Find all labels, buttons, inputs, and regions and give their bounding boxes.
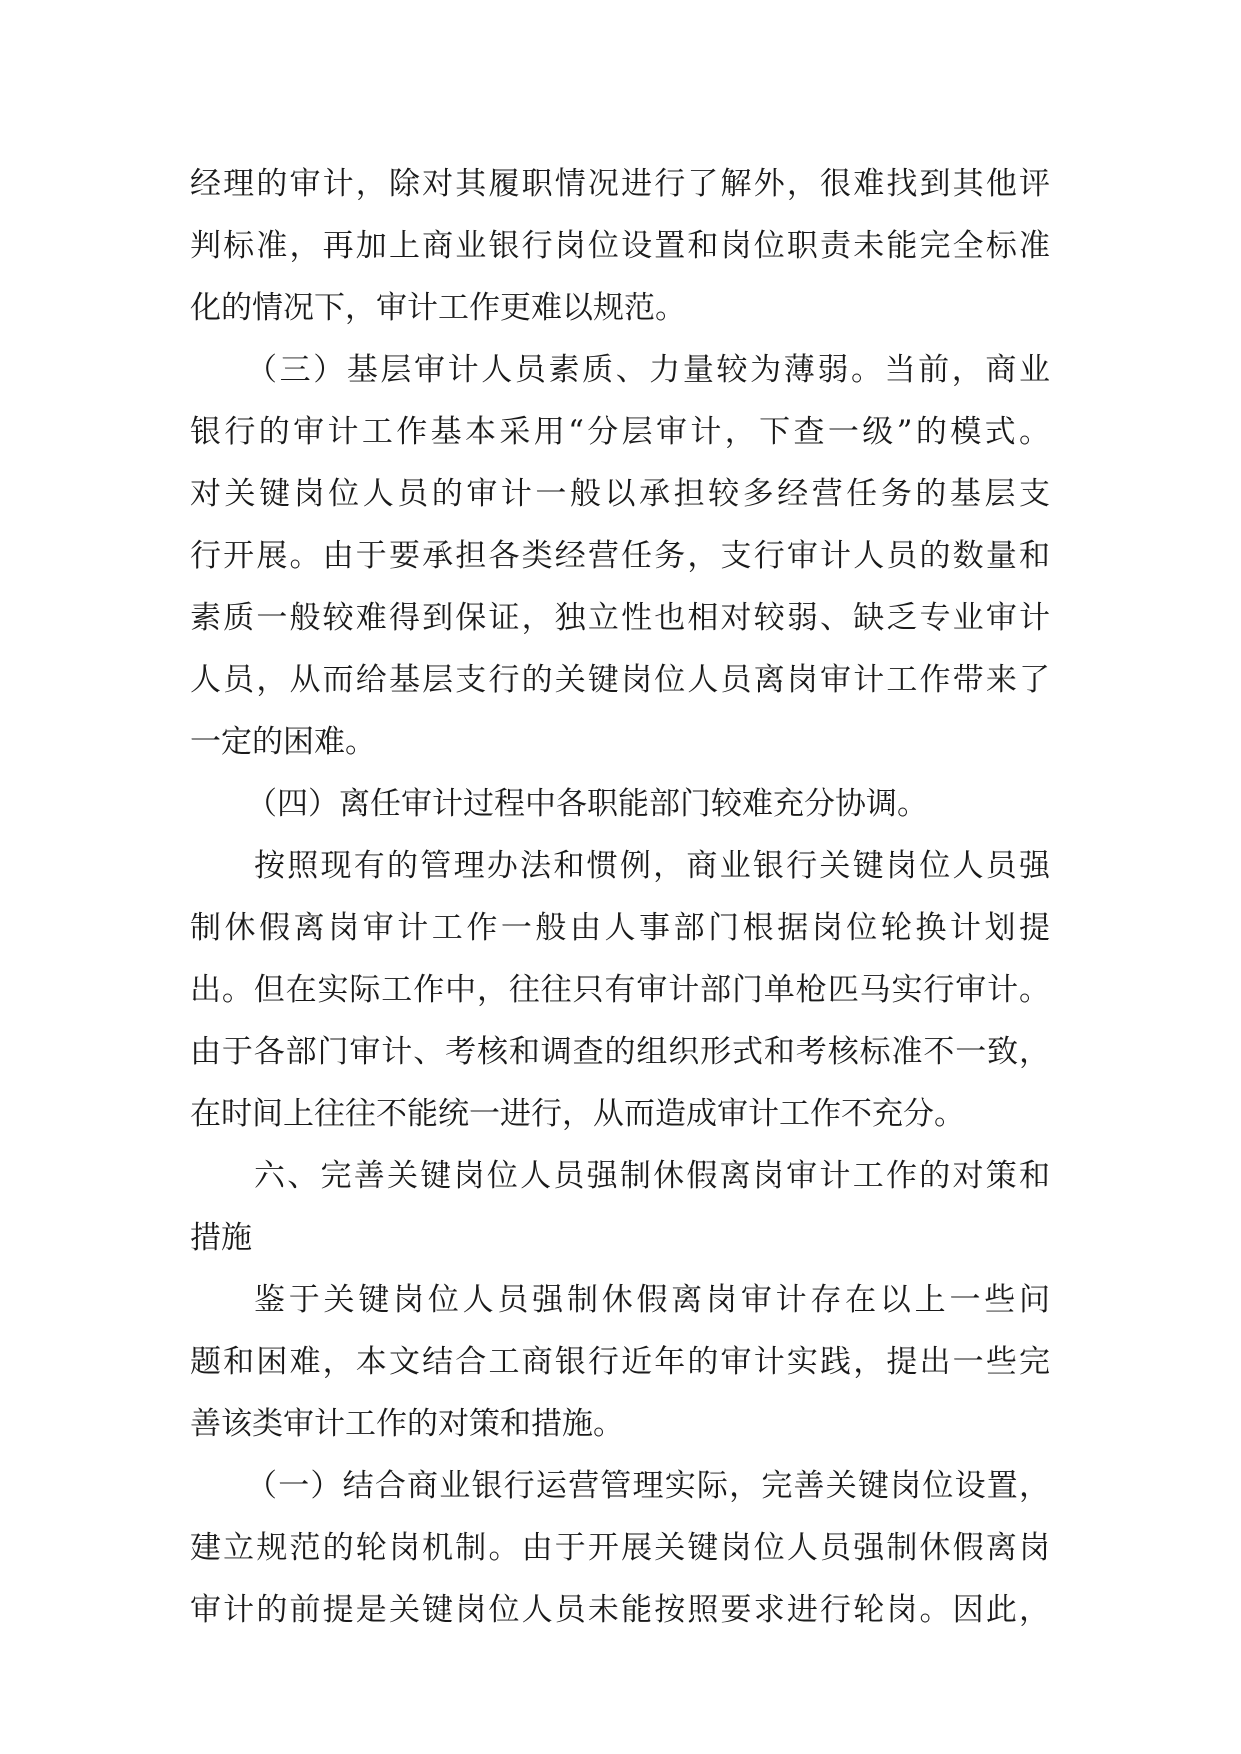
section-heading-line: 措施 [190,1220,252,1256]
text-line: 由于各部门审计、考核和调查的组织形式和考核标准不一致， [190,1034,1050,1070]
text-line: 制休假离岗审计工作一般由人事部门根据岗位轮换计划提 [190,910,1050,946]
text-line: 善该类审计工作的对策和措施。 [190,1406,624,1442]
text-line: 出。但在实际工作中，往往只有审计部门单枪匹马实行审计。 [190,972,1050,1008]
text-line: 鉴于关键岗位人员强制休假离岗审计存在以上一些问 [254,1282,1050,1318]
text-line: 按照现有的管理办法和惯例，商业银行关键岗位人员强 [254,848,1050,884]
text-line: 建立规范的轮岗机制。由于开展关键岗位人员强制休假离岗 [190,1530,1050,1566]
text-line: 判标准，再加上商业银行岗位设置和岗位职责未能完全标准 [190,228,1050,264]
text-line: 银行的审计工作基本采用“分层审计，下查一级”的模式。 [190,414,1050,450]
text-line: 一定的困难。 [190,724,376,760]
text-line: （三）基层审计人员素质、力量较为薄弱。当前，商业 [246,352,1050,388]
text-line: 对关键岗位人员的审计一般以承担较多经营任务的基层支 [190,476,1050,512]
text-line: 行开展。由于要承担各类经营任务，支行审计人员的数量和 [190,538,1050,574]
text-line: 经理的审计，除对其履职情况进行了解外，很难找到其他评 [190,166,1050,202]
text-line: 化的情况下，审计工作更难以规范。 [190,290,686,326]
text-line: （一）结合商业银行运营管理实际，完善关键岗位设置， [246,1468,1050,1504]
text-line: 素质一般较难得到保证，独立性也相对较弱、缺乏专业审计 [190,600,1050,636]
text-line: 题和困难，本文结合工商银行近年的审计实践，提出一些完 [190,1344,1050,1380]
text-line: 审计的前提是关键岗位人员未能按照要求进行轮岗。因此， [190,1592,1050,1628]
text-line: （四）离任审计过程中各职能部门较难充分协调。 [246,786,928,822]
text-line: 人员，从而给基层支行的关键岗位人员离岗审计工作带来了 [190,662,1050,698]
text-line: 在时间上往往不能统一进行，从而造成审计工作不充分。 [190,1096,965,1132]
section-heading-line: 六、完善关键岗位人员强制休假离岗审计工作的对策和 [254,1158,1050,1194]
body-text [190,153,1050,1641]
